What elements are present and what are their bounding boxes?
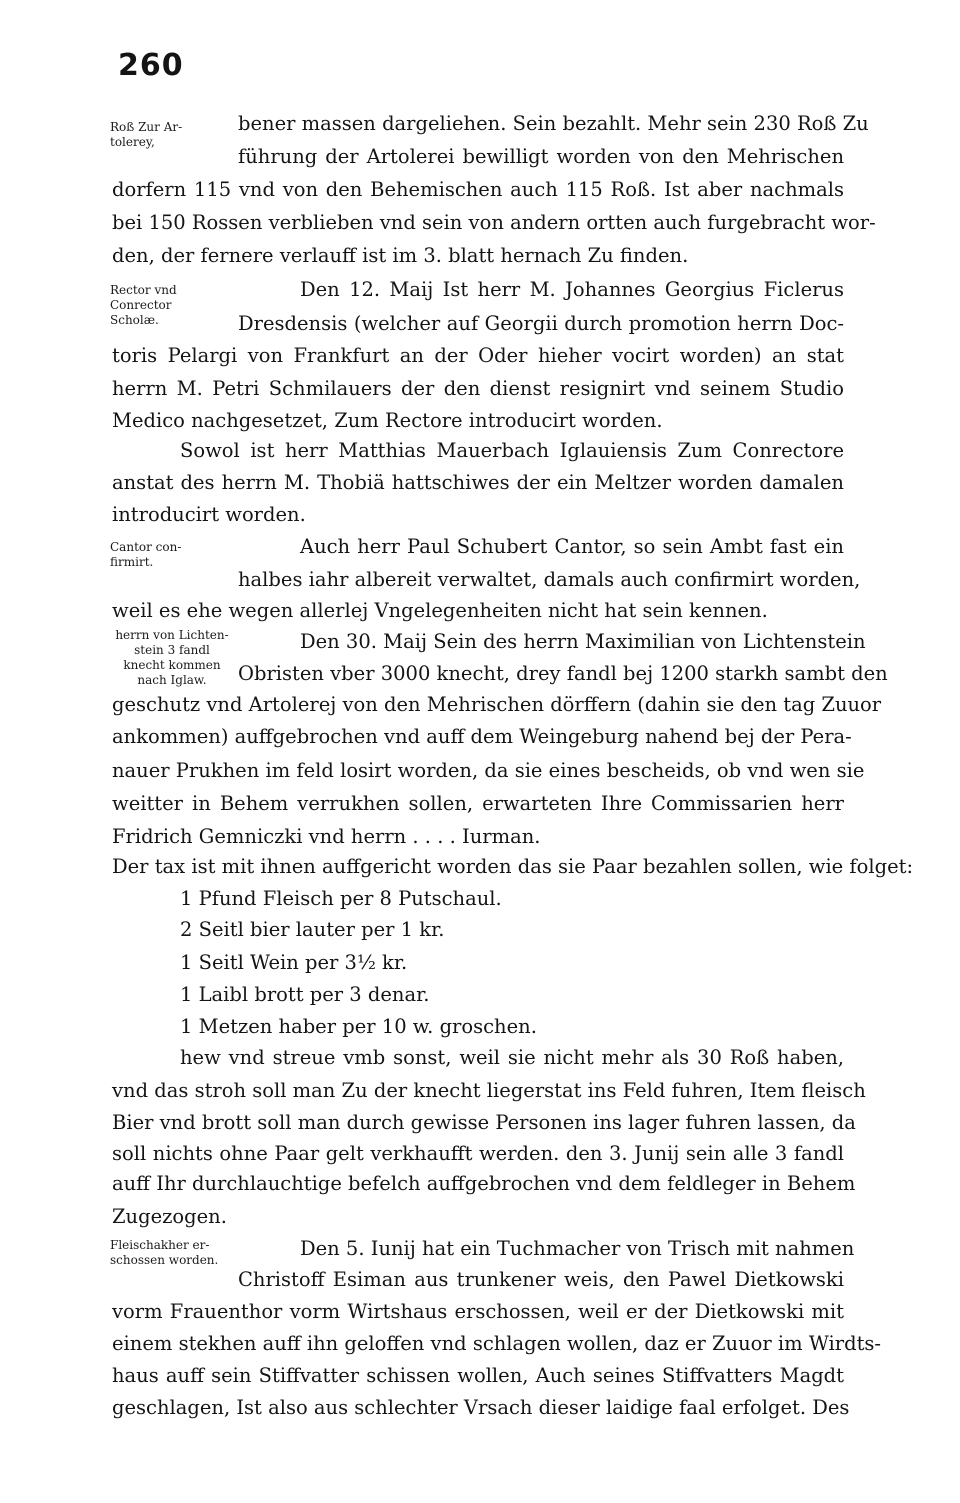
text-line: Zugezogen.: [112, 1205, 227, 1228]
text-line: dorfern 115 vnd von den Behemischen auch 115 Roß. Ist aber nachmals: [112, 178, 844, 201]
margin-note-cantor: Cantor con- firmirt.: [110, 540, 182, 569]
text-line: anstat des herrn M. Thobiä hattschiwes der ein Meltzer worden damalen: [112, 471, 844, 494]
text-line: Der tax ist mit ihnen auffgericht worden das sie Paar bezahlen sollen, wie folget:: [112, 855, 914, 878]
margin-note-rector: Rector vnd Conrector Scholæ.: [110, 283, 177, 327]
text-line: Den 12. Maij Ist herr M. Johannes Georgius Ficlerus: [300, 278, 844, 301]
margin-note-lichtenstein: herrn von Lichten- stein 3 fandl knecht kommen nach Iglaw.: [115, 628, 229, 687]
text-line: weil es ehe wegen allerlej Vngelegenheiten nicht hat sein kennen.: [112, 599, 768, 622]
margin-note-ross: Roß Zur Ar- tolerey,: [110, 120, 183, 149]
text-line: Sowol ist herr Matthias Mauerbach Iglauiensis Zum Conrectore: [180, 439, 844, 462]
tax-item: 1 Metzen haber per 10 w. groschen.: [180, 1015, 537, 1038]
margin-note-fleischakher: Fleischakher er- schossen worden.: [110, 1238, 219, 1267]
tax-item: 2 Seitl bier lauter per 1 kr.: [180, 918, 445, 941]
text-line: führung der Artolerei bewilligt worden von den Mehrischen: [238, 145, 844, 168]
text-line: bei 150 Rossen verblieben vnd sein von andern ortten auch furgebracht wor-: [112, 211, 876, 234]
tax-item: 1 Laibl brott per 3 denar.: [180, 983, 430, 1006]
text-line: vorm Frauenthor vorm Wirtshaus erschossen, weil er der Dietkowski mit: [112, 1300, 844, 1323]
text-line: Obristen vber 3000 knecht, drey fandl bej 1200 starkh sambt den: [238, 662, 888, 685]
text-line: toris Pelargi von Frankfurt an der Oder hieher vocirt worden) an stat: [112, 344, 844, 367]
text-line: haus auff sein Stiffvatter schissen wollen, Auch seines Stiffvatters Magdt: [112, 1364, 844, 1387]
text-line: soll nichts ohne Paar gelt verkhaufft werden. den 3. Junij sein alle 3 fandl: [112, 1142, 844, 1165]
tax-item: 1 Seitl Wein per 3½ kr.: [180, 951, 408, 974]
text-line: ankommen) auffgebrochen vnd auff dem Weingeburg nahend bej der Pera-: [112, 725, 852, 748]
text-line: Den 30. Maij Sein des herrn Maximilian von Lichtenstein: [300, 630, 866, 653]
text-line: Den 5. Iunij hat ein Tuchmacher von Trisch mit nahmen: [300, 1237, 855, 1260]
text-line: den, der fernere verlauff ist im 3. blatt hernach Zu finden.: [112, 244, 689, 267]
text-line: Auch herr Paul Schubert Cantor, so sein Ambt fast ein: [300, 535, 844, 558]
text-line: vnd das stroh soll man Zu der knecht liegerstat ins Feld fuhren, Item fleisch: [112, 1079, 866, 1102]
text-line: Medico nachgesetzet, Zum Rectore introducirt worden.: [112, 409, 663, 432]
text-line: Fridrich Gemniczki vnd herrn . . . . Iurman.: [112, 825, 541, 848]
text-line: geschutz vnd Artolerej von den Mehrischen dörffern (dahin sie den tag Zuuor: [112, 693, 882, 716]
text-line: halbes iahr albereit verwaltet, damals auch confirmirt worden,: [238, 568, 861, 591]
text-line: hew vnd streue vmb sonst, weil sie nicht mehr als 30 Roß haben,: [180, 1046, 844, 1069]
text-line: Christoff Esiman aus trunkener weis, den Pawel Dietkowski: [238, 1268, 844, 1291]
text-line: bener massen dargeliehen. Sein bezahlt. Mehr sein 230 Roß Zu: [238, 112, 869, 135]
text-line: Bier vnd brott soll man durch gewisse Personen ins lager fuhren lassen, da: [112, 1111, 856, 1134]
text-line: Dresdensis (welcher auf Georgii durch promotion herrn Doc-: [238, 312, 844, 335]
text-line: herrn M. Petri Schmilauers der den dienst resignirt vnd seinem Studio: [112, 377, 844, 400]
text-line: auff Ihr durchlauchtige befelch auffgebrochen vnd dem feldleger in Behem: [112, 1172, 856, 1195]
text-line: nauer Prukhen im feld losirt worden, da sie eines bescheids, ob vnd wen sie: [112, 759, 865, 782]
text-line: geschlagen, Ist also aus schlechter Vrsach dieser laidige faal erfolget. Des: [112, 1396, 850, 1419]
tax-item: 1 Pfund Fleisch per 8 Putschaul.: [180, 887, 502, 910]
text-line: weitter in Behem verrukhen sollen, erwarteten Ihre Commissarien herr: [112, 792, 844, 815]
page-number: 260: [118, 48, 184, 83]
text-line: einem stekhen auff ihn geloffen vnd schlagen wollen, daz er Zuuor im Wirdts-: [112, 1332, 882, 1355]
text-line: introducirt worden.: [112, 503, 306, 526]
